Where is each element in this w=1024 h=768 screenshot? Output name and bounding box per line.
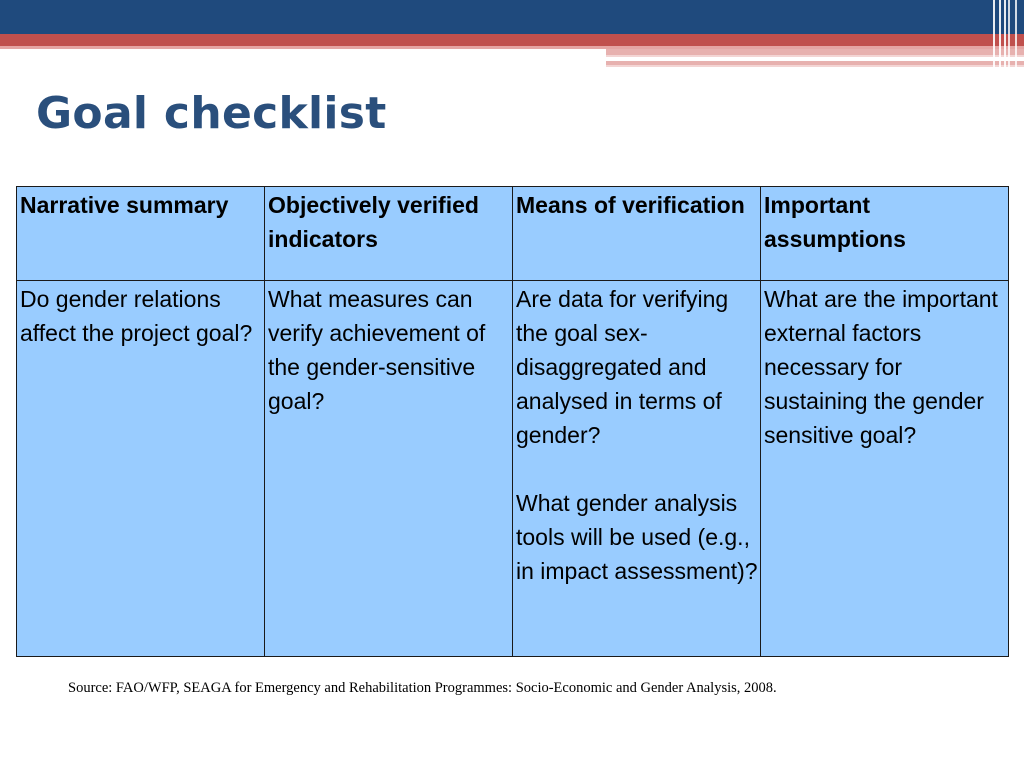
cell-means-of-verification (513, 281, 761, 657)
header-narrative-summary: Narrative summary (17, 187, 265, 281)
table-header-row (17, 187, 1009, 281)
means-question-1: Are data for verifying the goal sex-disaggregated and analysed in terms of gender? (516, 286, 729, 448)
header-important-assumptions: Important assumptions (761, 187, 1009, 281)
cell-verified-indicators: What measures can verify achievement of the gender-sensitive goal? (265, 281, 513, 657)
header-banner (0, 0, 1024, 72)
means-question-2: What gender analysis tools will be used (e.g., in impact assessment)? (516, 490, 758, 584)
goal-checklist-table (16, 186, 1009, 657)
header-means-of-verification: Means of verification (513, 187, 761, 281)
cell-narrative-summary: Do gender relations affect the project goal? (17, 281, 265, 657)
table-row (17, 281, 1009, 657)
cell-important-assumptions: What are the important external factors necessary for sustaining the gender sensitive goal? (761, 281, 1009, 657)
source-citation: Source: FAO/WFP, SEAGA for Emergency and Rehabilitation Programmes: Socio-Economic and Gender Analysis, 2008. (68, 680, 777, 696)
header-objectively-verified-indicators: Objectively verified indicators (265, 187, 513, 281)
slide-title: Goal checklist (36, 88, 387, 139)
